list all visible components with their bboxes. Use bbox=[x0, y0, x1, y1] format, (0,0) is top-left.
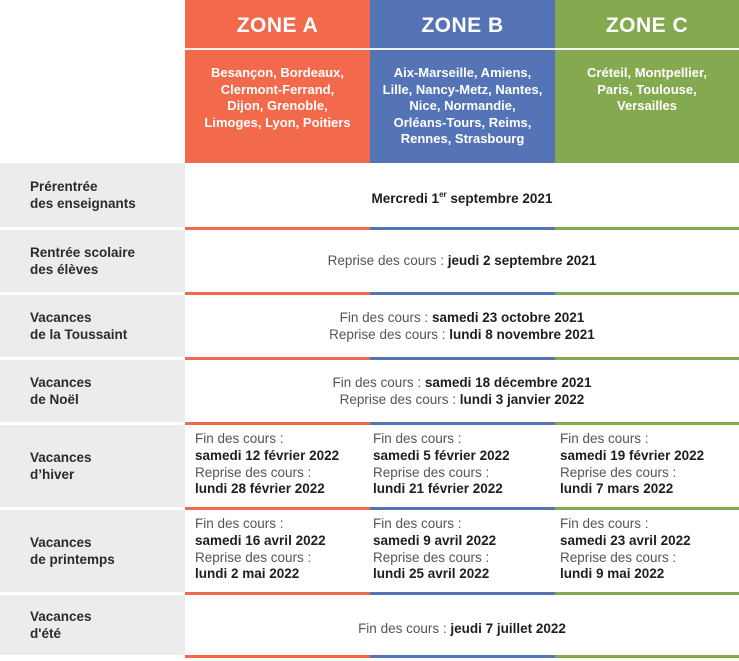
zone-b-divider bbox=[370, 48, 555, 50]
row-label-toussaint bbox=[0, 295, 185, 357]
toussaint-fin-line bbox=[185, 309, 739, 326]
row-label-rentree bbox=[0, 230, 185, 292]
row-label-toussaint-text: Vacances de la Toussaint bbox=[30, 310, 128, 342]
ete-fin-label: Fin des cours : bbox=[358, 621, 447, 636]
hiver-b-reprise-value: lundi 21 février 2022 bbox=[373, 481, 503, 497]
ete-line bbox=[185, 620, 739, 637]
toussaint-fin-label: Fin des cours : bbox=[339, 310, 429, 325]
hiver-a-reprise-value: lundi 28 février 2022 bbox=[195, 481, 325, 497]
zone-b-title: ZONE B bbox=[421, 14, 504, 37]
row-label-hiver bbox=[0, 425, 185, 507]
ete-fin-value: jeudi 7 juillet 2022 bbox=[450, 621, 566, 636]
hiver-b-fin-label: Fin des cours : bbox=[373, 431, 462, 446]
noel-reprise-line bbox=[185, 391, 739, 408]
row-label-printemps-text: Vacances de printemps bbox=[30, 535, 115, 567]
hiver-zone-a bbox=[195, 431, 339, 498]
printemps-b-fin-value: samedi 9 avril 2022 bbox=[373, 532, 497, 548]
zone-b-cities: Aix-Marseille, Amiens, Lille, Nancy-Metz, Nantes, Nice, Normandie, Orléans-Tours, Reims, Rennes, Strasbourg bbox=[382, 65, 543, 147]
row-label-ete-text: Vacances d'été bbox=[30, 609, 92, 641]
row-label-prerentree bbox=[0, 163, 185, 227]
rentree-reprise-label: Reprise des cours : bbox=[327, 253, 444, 268]
row-content-ete bbox=[185, 595, 739, 655]
zone-a-header bbox=[185, 0, 370, 163]
zone-a-divider bbox=[185, 48, 370, 50]
printemps-b-reprise-label: Reprise des cours : bbox=[373, 549, 490, 565]
zone-a-cities: Besançon, Bordeaux, Clermont-Ferrand, Dijon, Grenoble, Limoges, Lyon, Poitiers bbox=[204, 65, 351, 130]
printemps-c-reprise-value: lundi 9 mai 2022 bbox=[560, 566, 665, 582]
rentree-reprise-value: jeudi 2 septembre 2021 bbox=[447, 253, 597, 268]
row-separator bbox=[185, 655, 739, 658]
prerentree-sup: er bbox=[439, 190, 447, 199]
row-content-hiver bbox=[185, 425, 739, 507]
row-label-hiver-text: Vacances d’hiver bbox=[30, 450, 92, 482]
hiver-b-reprise-label: Reprise des cours : bbox=[373, 464, 490, 480]
noel-fin-value: samedi 18 décembre 2021 bbox=[424, 375, 592, 390]
hiver-zone-c bbox=[560, 431, 704, 498]
prerentree-date bbox=[185, 186, 739, 207]
row-content-toussaint bbox=[185, 295, 739, 357]
printemps-a-fin-label: Fin des cours : bbox=[195, 516, 284, 531]
row-label-rentree-text: Rentrée scolaire des élèves bbox=[30, 245, 136, 277]
row-content-rentree bbox=[185, 230, 739, 292]
hiver-a-fin-value: samedi 12 février 2022 bbox=[195, 447, 340, 463]
toussaint-reprise-line bbox=[185, 326, 739, 343]
hiver-c-reprise-label: Reprise des cours : bbox=[560, 464, 677, 480]
row-label-noel bbox=[0, 360, 185, 422]
toussaint-reprise-label: Reprise des cours : bbox=[329, 327, 446, 342]
hiver-zone-b bbox=[373, 431, 510, 498]
printemps-c-fin-label: Fin des cours : bbox=[560, 516, 649, 531]
row-content-noel bbox=[185, 360, 739, 422]
zone-c-header bbox=[555, 0, 739, 163]
zone-c-title: ZONE C bbox=[605, 14, 689, 37]
prerentree-day: Mercredi 1 bbox=[371, 191, 440, 206]
rentree-line bbox=[185, 252, 739, 269]
hiver-c-reprise-value: lundi 7 mars 2022 bbox=[560, 481, 674, 497]
printemps-zone-a bbox=[195, 516, 326, 583]
zone-b-header bbox=[370, 0, 555, 163]
row-content-prerentree bbox=[185, 163, 739, 227]
noel-fin-line bbox=[185, 374, 739, 391]
printemps-b-reprise-value: lundi 25 avril 2022 bbox=[373, 566, 490, 582]
noel-reprise-label: Reprise des cours : bbox=[339, 392, 456, 407]
zone-c-divider bbox=[555, 48, 739, 50]
row-content-printemps bbox=[185, 510, 739, 592]
row-label-prerentree-text: Prérentrée des enseignants bbox=[30, 179, 136, 211]
hiver-b-fin-value: samedi 5 février 2022 bbox=[373, 447, 510, 463]
toussaint-fin-value: samedi 23 octobre 2021 bbox=[431, 310, 585, 325]
printemps-zone-b bbox=[373, 516, 496, 583]
hiver-c-fin-value: samedi 19 février 2022 bbox=[560, 447, 705, 463]
hiver-a-reprise-label: Reprise des cours : bbox=[195, 464, 312, 480]
printemps-a-reprise-value: lundi 2 mai 2022 bbox=[195, 566, 300, 582]
noel-fin-label: Fin des cours : bbox=[332, 375, 422, 390]
printemps-a-reprise-label: Reprise des cours : bbox=[195, 549, 312, 565]
zone-c-cities: Créteil, Montpellier, Paris, Toulouse, Versailles bbox=[587, 65, 707, 114]
printemps-c-reprise-label: Reprise des cours : bbox=[560, 549, 677, 565]
row-label-printemps bbox=[0, 510, 185, 592]
row-label-ete bbox=[0, 595, 185, 655]
noel-reprise-value: lundi 3 janvier 2022 bbox=[459, 392, 585, 407]
prerentree-rest: septembre 2021 bbox=[446, 191, 553, 206]
printemps-zone-c bbox=[560, 516, 691, 583]
zone-a-title: ZONE A bbox=[236, 14, 319, 37]
printemps-b-fin-label: Fin des cours : bbox=[373, 516, 462, 531]
row-label-noel-text: Vacances de Noël bbox=[30, 375, 92, 407]
printemps-a-fin-value: samedi 16 avril 2022 bbox=[195, 532, 326, 548]
toussaint-reprise-value: lundi 8 novembre 2021 bbox=[449, 327, 595, 342]
hiver-c-fin-label: Fin des cours : bbox=[560, 431, 649, 446]
hiver-a-fin-label: Fin des cours : bbox=[195, 431, 284, 446]
printemps-c-fin-value: samedi 23 avril 2022 bbox=[560, 532, 691, 548]
